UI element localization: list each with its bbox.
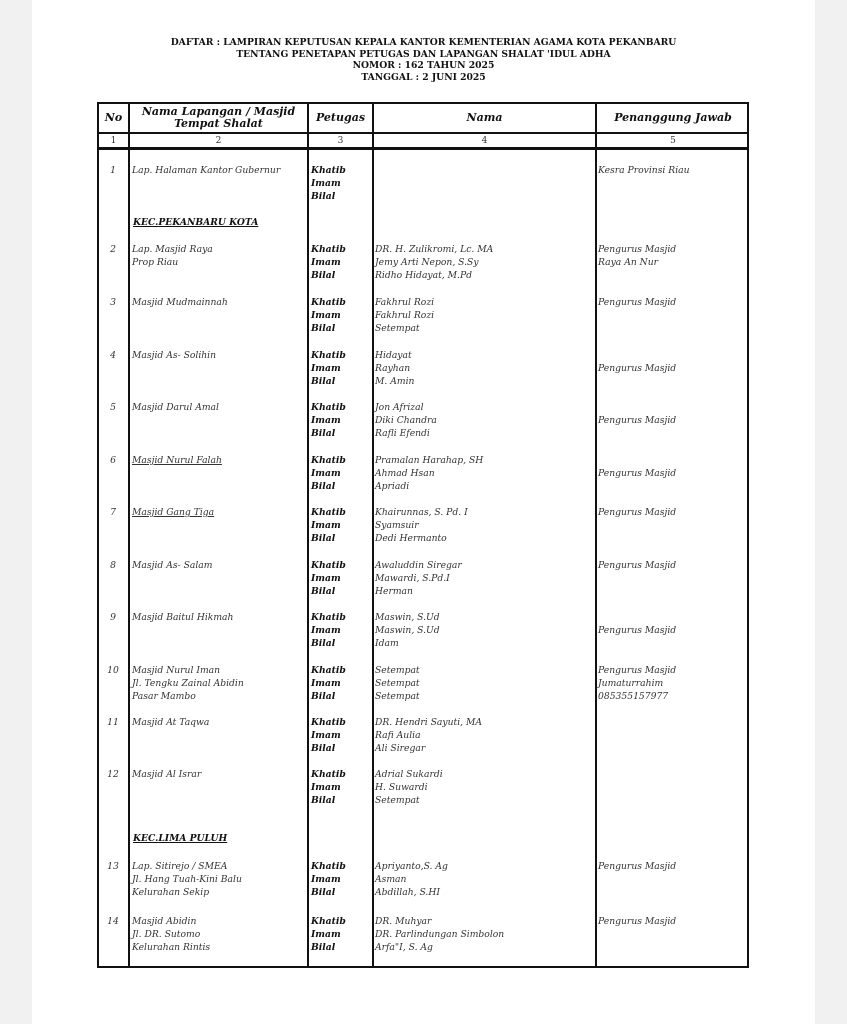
place-name: Jl. Hang Tuah-Kini Balu bbox=[132, 874, 242, 885]
role-label: Khatib bbox=[311, 665, 346, 676]
officer-name: Idam bbox=[375, 638, 399, 649]
person-in-charge: 085355157977 bbox=[598, 691, 669, 702]
column-divider bbox=[372, 104, 374, 966]
role-label: Imam bbox=[311, 310, 341, 321]
assignment-table bbox=[97, 102, 749, 968]
officer-name: Mawardi, S.Pd.I bbox=[375, 573, 450, 584]
officer-name: Asman bbox=[375, 874, 407, 885]
officer-name: Ali Siregar bbox=[375, 743, 426, 754]
officer-name: Rafli Efendi bbox=[375, 428, 430, 439]
officer-name: Jemy Arti Nepon, S.Sy bbox=[375, 257, 479, 268]
officer-name: Herman bbox=[375, 586, 413, 597]
person-in-charge: Pengurus Masjid bbox=[598, 916, 677, 927]
officer-name: Fakhrul Rozi bbox=[375, 310, 435, 321]
header-petugas: Petugas bbox=[315, 111, 366, 124]
role-label: Bilal bbox=[311, 270, 336, 281]
officer-name: Adrial Sukardi bbox=[375, 769, 443, 780]
header-penanggung-jawab: Penanggung Jawab bbox=[614, 111, 732, 124]
role-label: Imam bbox=[311, 625, 341, 636]
role-label: Khatib bbox=[311, 861, 346, 872]
place-name: Masjid Nurul Iman bbox=[132, 665, 221, 676]
row-number: 8 bbox=[110, 560, 116, 571]
officer-name: Dedi Hermanto bbox=[375, 533, 447, 544]
role-label: Bilal bbox=[311, 743, 336, 754]
role-label: Bilal bbox=[311, 887, 336, 898]
place-name: Masjid As- Solihin bbox=[132, 350, 217, 361]
role-label: Khatib bbox=[311, 560, 346, 571]
role-label: Bilal bbox=[311, 428, 336, 439]
officer-name: Rafi Aulia bbox=[375, 730, 421, 741]
row-number: 5 bbox=[110, 402, 116, 413]
place-name: Jl. Tengku Zainal Abidin bbox=[132, 678, 244, 689]
header-nama: Nama bbox=[466, 111, 503, 124]
section-heading: KEC.LIMA PULUH bbox=[133, 833, 228, 844]
officer-name: M. Amin bbox=[375, 376, 415, 387]
role-label: Khatib bbox=[311, 244, 346, 255]
officer-name: Setempat bbox=[375, 678, 420, 689]
role-label: Imam bbox=[311, 178, 341, 189]
column-divider bbox=[307, 104, 309, 966]
title-line: NOMOR : 162 TAHUN 2025 bbox=[352, 60, 495, 72]
person-in-charge: Pengurus Masjid bbox=[598, 665, 677, 676]
column-number: 3 bbox=[337, 136, 344, 146]
place-name: Masjid Mudmainnah bbox=[132, 297, 228, 308]
header-no: No bbox=[104, 111, 123, 124]
row-number: 13 bbox=[107, 861, 119, 872]
officer-name: DR. Hendri Sayuti, MA bbox=[375, 717, 483, 728]
officer-name: Diki Chandra bbox=[375, 415, 437, 426]
officer-name: Pramalan Harahap, SH bbox=[375, 455, 484, 466]
role-label: Bilal bbox=[311, 638, 336, 649]
row-number: 12 bbox=[107, 769, 119, 780]
place-name: Masjid Al Israr bbox=[132, 769, 202, 780]
officer-name: Setempat bbox=[375, 691, 420, 702]
header-place bbox=[130, 104, 307, 132]
person-in-charge: Pengurus Masjid bbox=[598, 861, 677, 872]
officer-name: DR. Parlindungan Simbolon bbox=[375, 929, 505, 940]
role-label: Imam bbox=[311, 363, 341, 374]
title-line: DAFTAR : LAMPIRAN KEPUTUSAN KEPALA KANTOR KEMENTERIAN AGAMA KOTA PEKANBARU bbox=[170, 37, 677, 48]
row-number: 10 bbox=[107, 665, 119, 676]
officer-name: H. Suwardi bbox=[375, 782, 428, 793]
officer-name: Rayhan bbox=[375, 363, 411, 374]
section-heading: KEC.PEKANBARU KOTA bbox=[133, 217, 259, 228]
role-label: Bilal bbox=[311, 586, 336, 597]
officer-name: Setempat bbox=[375, 665, 420, 676]
role-label: Imam bbox=[311, 520, 341, 531]
place-name: Lap. Sitirejo / SMEA bbox=[132, 861, 228, 872]
officer-name: Apriadi bbox=[375, 481, 410, 492]
officer-name: Abdillah, S.HI bbox=[375, 887, 440, 898]
place-name: Masjid Baitul Hikmah bbox=[132, 612, 234, 623]
header-place-line: Tempat Shalat bbox=[174, 117, 263, 130]
role-label: Imam bbox=[311, 874, 341, 885]
person-in-charge: Pengurus Masjid bbox=[598, 468, 677, 479]
role-label: Khatib bbox=[311, 612, 346, 623]
role-label: Imam bbox=[311, 678, 341, 689]
officer-name: Arfa"I, S. Ag bbox=[375, 942, 433, 953]
row-number: 7 bbox=[110, 507, 116, 518]
role-label: Khatib bbox=[311, 165, 346, 176]
column-number: 5 bbox=[670, 136, 676, 146]
place-name: Masjid As- Salam bbox=[132, 560, 213, 571]
role-label: Imam bbox=[311, 929, 341, 940]
column-divider bbox=[595, 104, 597, 966]
place-name: Masjid Gang Tiga bbox=[132, 507, 215, 518]
officer-name: Maswin, S.Ud bbox=[375, 612, 440, 623]
person-in-charge: Jumaturrahim bbox=[598, 678, 664, 689]
officer-name: Setempat bbox=[375, 323, 420, 334]
person-in-charge: Pengurus Masjid bbox=[598, 625, 677, 636]
officer-name: Ahmad Hsan bbox=[375, 468, 435, 479]
row-number: 6 bbox=[110, 455, 116, 466]
person-in-charge: Pengurus Masjid bbox=[598, 560, 677, 571]
row-number: 3 bbox=[110, 297, 116, 308]
person-in-charge: Pengurus Masjid bbox=[598, 244, 677, 255]
role-label: Bilal bbox=[311, 942, 336, 953]
role-label: Khatib bbox=[311, 350, 346, 361]
officer-name: Jon Afrizal bbox=[375, 402, 424, 413]
role-label: Imam bbox=[311, 415, 341, 426]
role-label: Bilal bbox=[311, 533, 336, 544]
role-label: Khatib bbox=[311, 402, 346, 413]
person-in-charge: Raya An Nur bbox=[598, 257, 659, 268]
document-title bbox=[32, 37, 815, 83]
place-name: Jl. DR. Sutomo bbox=[132, 929, 201, 940]
header-place-line: Nama Lapangan / Masjid bbox=[141, 105, 296, 118]
role-label: Imam bbox=[311, 573, 341, 584]
role-label: Khatib bbox=[311, 916, 346, 927]
place-name: Kelurahan Rintis bbox=[132, 942, 211, 953]
person-in-charge: Pengurus Masjid bbox=[598, 507, 677, 518]
person-in-charge: Pengurus Masjid bbox=[598, 363, 677, 374]
person-in-charge: Pengurus Masjid bbox=[598, 415, 677, 426]
officer-name: Ridho Hidayat, M.Pd bbox=[375, 270, 473, 281]
role-label: Khatib bbox=[311, 717, 346, 728]
person-in-charge: Pengurus Masjid bbox=[598, 297, 677, 308]
officer-name: Hidayat bbox=[375, 350, 412, 361]
role-label: Khatib bbox=[311, 507, 346, 518]
role-label: Khatib bbox=[311, 455, 346, 466]
role-label: Khatib bbox=[311, 297, 346, 308]
column-number: 1 bbox=[110, 136, 117, 146]
officer-name: DR. Muhyar bbox=[375, 916, 432, 927]
role-label: Bilal bbox=[311, 191, 336, 202]
title-line: TANGGAL : 2 JUNI 2025 bbox=[361, 71, 486, 83]
place-name: Masjid Nurul Falah bbox=[132, 455, 222, 466]
place-name: Lap. Masjid Raya bbox=[132, 244, 213, 255]
place-name: Masjid Darul Amal bbox=[132, 402, 219, 413]
role-label: Imam bbox=[311, 782, 341, 793]
officer-name: Maswin, S.Ud bbox=[375, 625, 440, 636]
officer-name: Apriyanto,S. Ag bbox=[375, 861, 448, 872]
place-name: Prop Riau bbox=[132, 257, 179, 268]
role-label: Bilal bbox=[311, 795, 336, 806]
row-number: 4 bbox=[110, 350, 116, 361]
role-label: Imam bbox=[311, 468, 341, 479]
officer-name: Setempat bbox=[375, 795, 420, 806]
row-number: 1 bbox=[110, 165, 116, 176]
row-number: 2 bbox=[110, 244, 116, 255]
officer-name: Fakhrul Rozi bbox=[375, 297, 435, 308]
column-number: 2 bbox=[215, 136, 222, 146]
officer-name: Awaluddin Siregar bbox=[375, 560, 462, 571]
role-label: Bilal bbox=[311, 691, 336, 702]
row-number: 14 bbox=[107, 916, 119, 927]
document-page bbox=[32, 0, 815, 1024]
officer-name: Syamsuir bbox=[375, 520, 419, 531]
person-in-charge: Kesra Provinsi Riau bbox=[598, 165, 690, 176]
column-number: 4 bbox=[481, 136, 488, 146]
role-label: Imam bbox=[311, 257, 341, 268]
row-number: 9 bbox=[110, 612, 116, 623]
row-number: 11 bbox=[107, 717, 119, 728]
place-name: Masjid Abidin bbox=[132, 916, 197, 927]
role-label: Bilal bbox=[311, 323, 336, 334]
role-label: Bilal bbox=[311, 481, 336, 492]
role-label: Imam bbox=[311, 730, 341, 741]
column-divider bbox=[128, 104, 130, 966]
officer-name: Khairunnas, S. Pd. I bbox=[375, 507, 468, 518]
role-label: Khatib bbox=[311, 769, 346, 780]
place-name: Masjid At Taqwa bbox=[132, 717, 210, 728]
officer-name: DR. H. Zulikromi, Lc. MA bbox=[375, 244, 494, 255]
place-name: Pasar Mambo bbox=[132, 691, 196, 702]
place-name: Kelurahan Sekip bbox=[132, 887, 210, 898]
role-label: Bilal bbox=[311, 376, 336, 387]
title-line: TENTANG PENETAPAN PETUGAS DAN LAPANGAN SHALAT 'IDUL ADHA bbox=[236, 48, 611, 60]
place-name: Lap. Halaman Kantor Gubernur bbox=[132, 165, 281, 176]
